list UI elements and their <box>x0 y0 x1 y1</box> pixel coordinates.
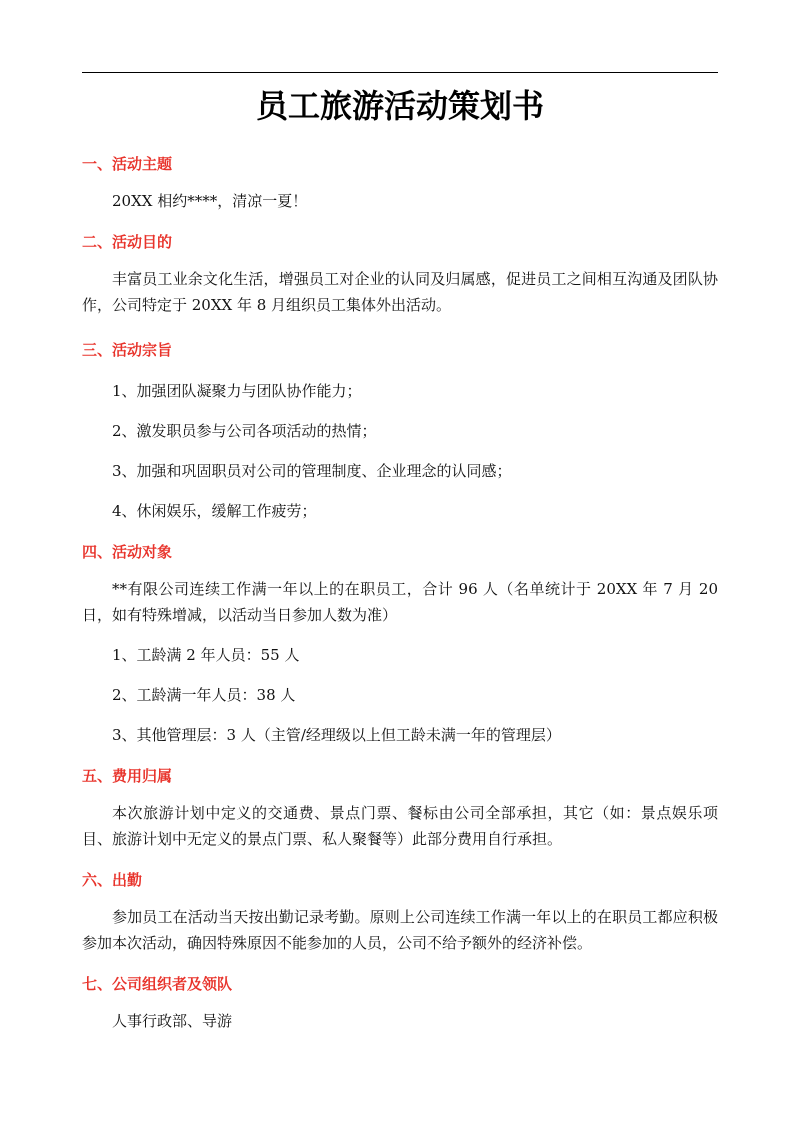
list-item: 2、工龄满一年人员：38 人 <box>112 686 296 704</box>
list-item: 1、工龄满 2 年人员：55 人 <box>112 646 300 664</box>
document-title: 员工旅游活动策划书 <box>255 87 544 125</box>
section-heading: 七、公司组织者及领队 <box>82 975 233 993</box>
section-purpose <box>82 228 718 318</box>
section-theme <box>82 150 718 214</box>
section-heading: 一、活动主题 <box>82 155 173 173</box>
section-expenses <box>82 762 718 852</box>
document-body <box>82 150 718 1034</box>
section-participants <box>82 538 718 748</box>
section-organizers <box>82 970 718 1034</box>
section-heading: 二、活动目的 <box>82 233 173 251</box>
section-heading: 三、活动宗旨 <box>82 341 173 359</box>
section-attendance <box>82 866 718 956</box>
list-item: 3、其他管理层：3 人（主管/经理级以上但工龄未满一年的管理层） <box>112 726 561 744</box>
list-item: 4、休闲娱乐，缓解工作疲劳； <box>112 502 317 520</box>
list-item: 2、激发职员参与公司各项活动的热情； <box>112 422 377 440</box>
section-heading: 五、费用归属 <box>82 767 173 785</box>
section-heading: 六、出勤 <box>82 871 143 889</box>
header-rule <box>82 72 718 73</box>
list-item: 3、加强和巩固职员对公司的管理制度、企业理念的认同感； <box>112 462 512 480</box>
paragraph: 本次旅游计划中定义的交通费、景点门票、餐标由公司全部承担，其它（如：景点娱乐项目、旅游计划中无定义的景点门票、私人聚餐等）此部分费用自行承担。 <box>82 804 718 848</box>
section-heading: 四、活动对象 <box>82 543 173 561</box>
paragraph: 人事行政部、导游 <box>112 1012 233 1030</box>
paragraph: 参加员工在活动当天按出勤记录考勤。原则上公司连续工作满一年以上的在职员工都应积极参加本次活动，确因特殊原因不能参加的人员，公司不给予额外的经济补偿。 <box>82 908 718 952</box>
paragraph: **有限公司连续工作满一年以上的在职员工，合计 96 人（名单统计于 20XX 年 7 月 20 日，如有特殊增减，以活动当日参加人数为准） <box>82 580 718 624</box>
paragraph: 20XX 相约****，清凉一夏！ <box>112 192 308 210</box>
list-item: 1、加强团队凝聚力与团队协作能力； <box>112 382 362 400</box>
section-aims <box>82 336 718 524</box>
paragraph: 丰富员工业余文化生活，增强员工对企业的认同及归属感，促进员工之间相互沟通及团队协作，公司特定于 20XX 年 8 月组织员工集体外出活动。 <box>82 270 718 314</box>
